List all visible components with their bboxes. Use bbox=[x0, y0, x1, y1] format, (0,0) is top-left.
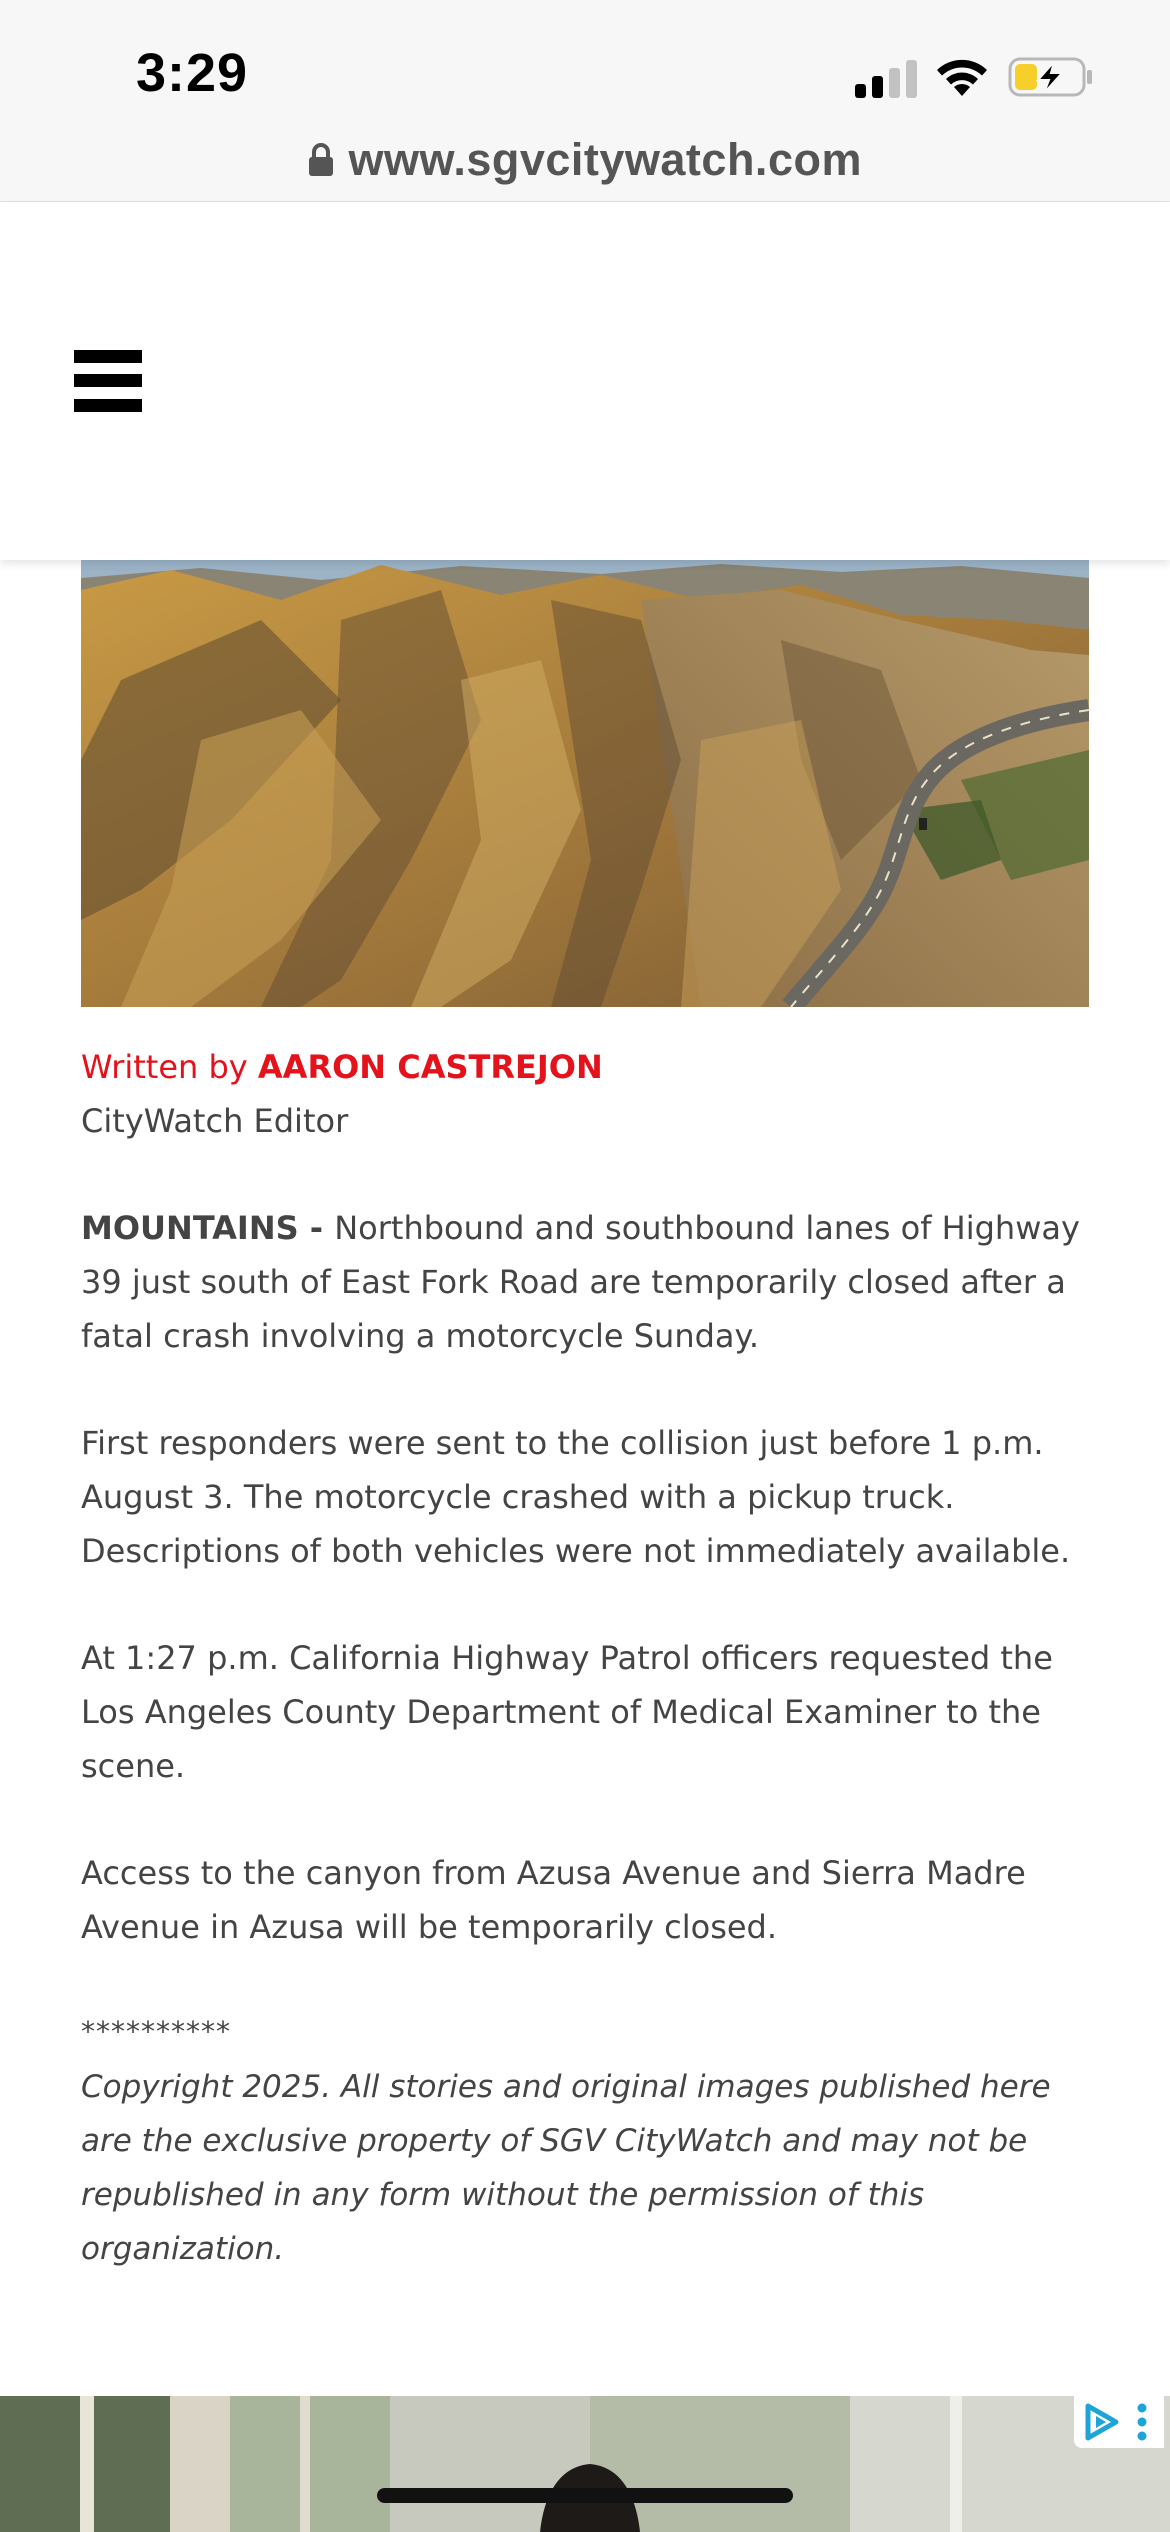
paragraph-text: Northbound and southbound lanes of Highway 39 just south of East Fork Road are temporarily closed after a fatal crash involving a motorcycle Sunday. bbox=[81, 1209, 1080, 1355]
ad-image[interactable] bbox=[0, 2396, 1170, 2532]
status-bar bbox=[0, 0, 1170, 140]
status-time: 3:29 bbox=[136, 43, 249, 103]
copyright-notice: Copyright 2025. All stories and original images published here are the exclusive property of SGV CityWatch and may not be republished in any form without the permission of this organization. bbox=[81, 2069, 1051, 2267]
author-link[interactable]: AARON CASTREJON bbox=[257, 1048, 603, 1086]
wifi-icon bbox=[934, 56, 990, 98]
article-paragraph: Access to the canyon from Azusa Avenue and Sierra Madre Avenue in Azusa will be temporarily closed. bbox=[81, 1854, 1026, 1946]
separator: ********** bbox=[81, 2015, 231, 2048]
browser-url-bar[interactable] bbox=[0, 134, 1170, 202]
cellular-signal-icon bbox=[855, 58, 917, 98]
dateline: MOUNTAINS - bbox=[81, 1209, 335, 1247]
hamburger-menu-icon[interactable] bbox=[74, 350, 142, 412]
battery-charging-icon bbox=[1008, 56, 1094, 98]
ad-choices-icon[interactable] bbox=[1074, 2396, 1164, 2448]
ad-choices-badge[interactable] bbox=[1074, 2396, 1164, 2448]
mountain-landscape-image bbox=[81, 560, 1089, 1007]
article-body bbox=[81, 1040, 1091, 2276]
article-paragraph: First responders were sent to the collision just before 1 p.m. August 3. The motorcycle crashed with a pickup truck. Descriptions of both vehicles were not immediately available. bbox=[81, 1424, 1071, 1570]
article-paragraph bbox=[81, 1201, 1091, 1363]
article-hero-image bbox=[81, 560, 1089, 1007]
byline bbox=[81, 1040, 1091, 1094]
home-indicator[interactable] bbox=[377, 2488, 793, 2503]
ad-banner[interactable] bbox=[0, 2396, 1170, 2532]
url-text[interactable]: www.sgvcitywatch.com bbox=[348, 134, 862, 185]
article-paragraph: At 1:27 p.m. California Highway Patrol officers requested the Los Angeles County Department of Medical Examiner to the scene. bbox=[81, 1639, 1053, 1785]
byline-prefix: Written by bbox=[81, 1048, 258, 1086]
site-header bbox=[0, 202, 1170, 560]
lock-icon bbox=[308, 143, 334, 177]
author-role: CityWatch Editor bbox=[81, 1102, 349, 1140]
